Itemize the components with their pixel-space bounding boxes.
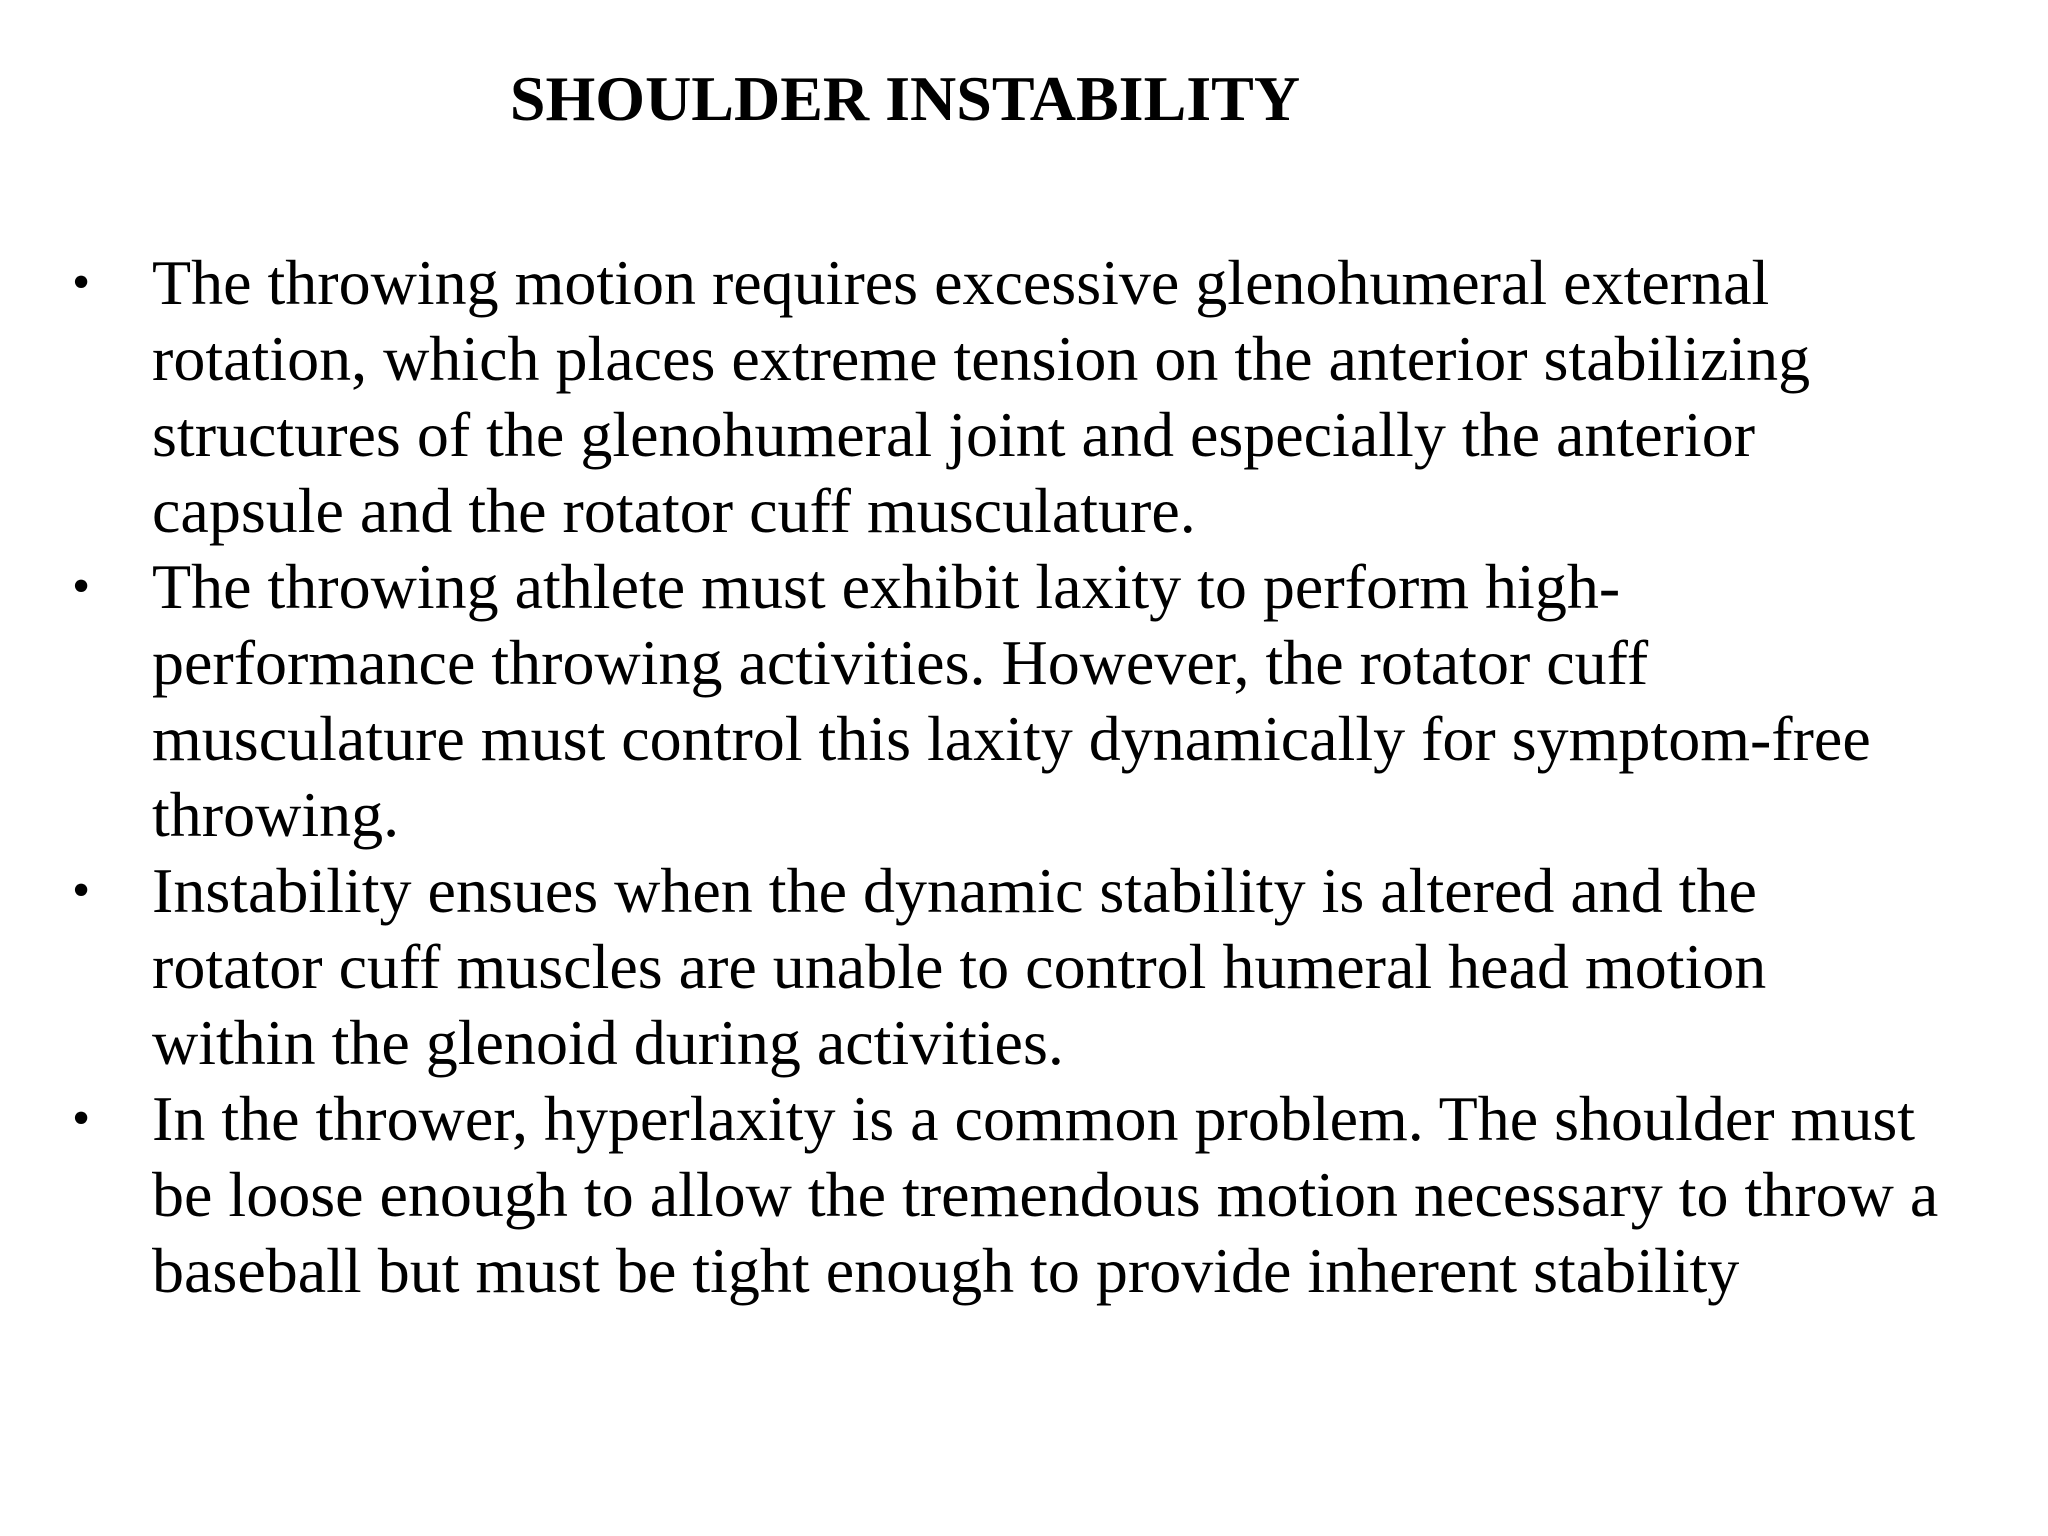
bullet-item xyxy=(0,245,1942,549)
bullet-marker: • xyxy=(72,862,91,919)
bullet-text: In the thrower, hyperlaxity is a common problem. The shoulder must be loose enough to allow the tremendous motion necessary to throw a baseball but must be tight enough to provide inherent stability xyxy=(152,1083,1939,1306)
bullet-item xyxy=(0,1081,1942,1309)
bullet-item xyxy=(0,549,1942,853)
bullet-item xyxy=(0,853,1942,1081)
bullet-text: The throwing athlete must exhibit laxity to perform high-performance throwing activities. However, the rotator cuff musculature must control this laxity dynamically for symptom-free throwing. xyxy=(152,551,1871,850)
slide-title: SHOULDER INSTABILITY xyxy=(509,63,1301,134)
bullet-marker: • xyxy=(72,558,91,615)
bullet-marker: • xyxy=(72,1090,91,1147)
bullet-marker: • xyxy=(72,254,91,311)
bullet-list xyxy=(0,245,2048,1309)
bullet-text: The throwing motion requires excessive glenohumeral external rotation, which places extreme tension on the anterior stabilizing structures of the glenohumeral joint and especially the anterior capsule and the rotator cuff musculature. xyxy=(152,247,1811,546)
bullet-text: Instability ensues when the dynamic stability is altered and the rotator cuff muscles are unable to control humeral head motion within the glenoid during activities. xyxy=(152,855,1767,1078)
